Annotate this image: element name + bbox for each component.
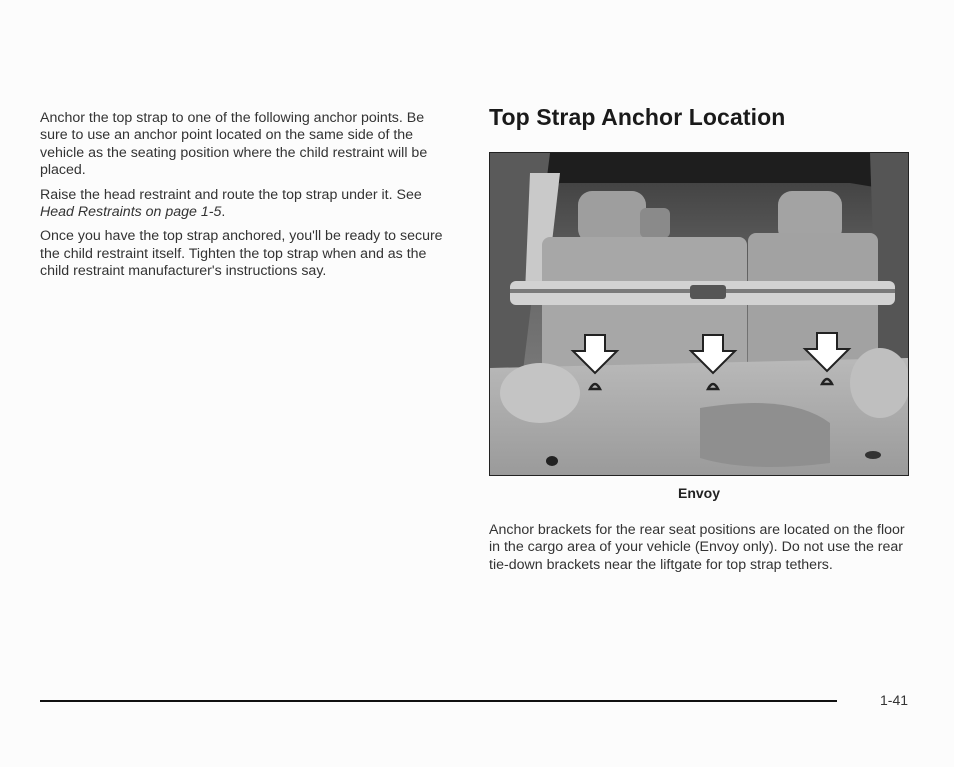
paragraph-anchor-brackets: Anchor brackets for the rear seat positions are located on the floor in the cargo area of your vehicle (Envoy only). Do not use the rear tie-down brackets near the liftgate for top strap tethers. bbox=[489, 522, 905, 573]
figure-caption: Envoy bbox=[677, 485, 720, 501]
paragraph-head-restraint bbox=[40, 187, 450, 222]
head-restraints-reference-link[interactable]: Head Restraints on page 1-5 bbox=[40, 204, 222, 221]
left-column bbox=[40, 110, 450, 288]
page-number: 1-41 bbox=[880, 692, 909, 708]
footer-divider bbox=[40, 700, 837, 702]
paragraph-head-restraint-text: Raise the head restraint and route the top strap under it. See bbox=[40, 186, 422, 203]
section-heading: Top Strap Anchor Location bbox=[489, 104, 786, 130]
paragraph-end-punctuation: . bbox=[221, 204, 226, 221]
paragraph-anchor-points: Anchor the top strap to one of the following anchor points. Be sure to use an anchor point located on the same side of the vehicle as the seating position where the child restraint will be placed. bbox=[40, 110, 428, 179]
right-column bbox=[489, 104, 914, 131]
cargo-area-photo bbox=[489, 152, 909, 476]
paragraph-tighten-strap: Once you have the top strap anchored, you'll be ready to secure the child restraint itself. Tighten the top strap when and as the child restraint manufacturer's instructions say. bbox=[40, 228, 443, 280]
